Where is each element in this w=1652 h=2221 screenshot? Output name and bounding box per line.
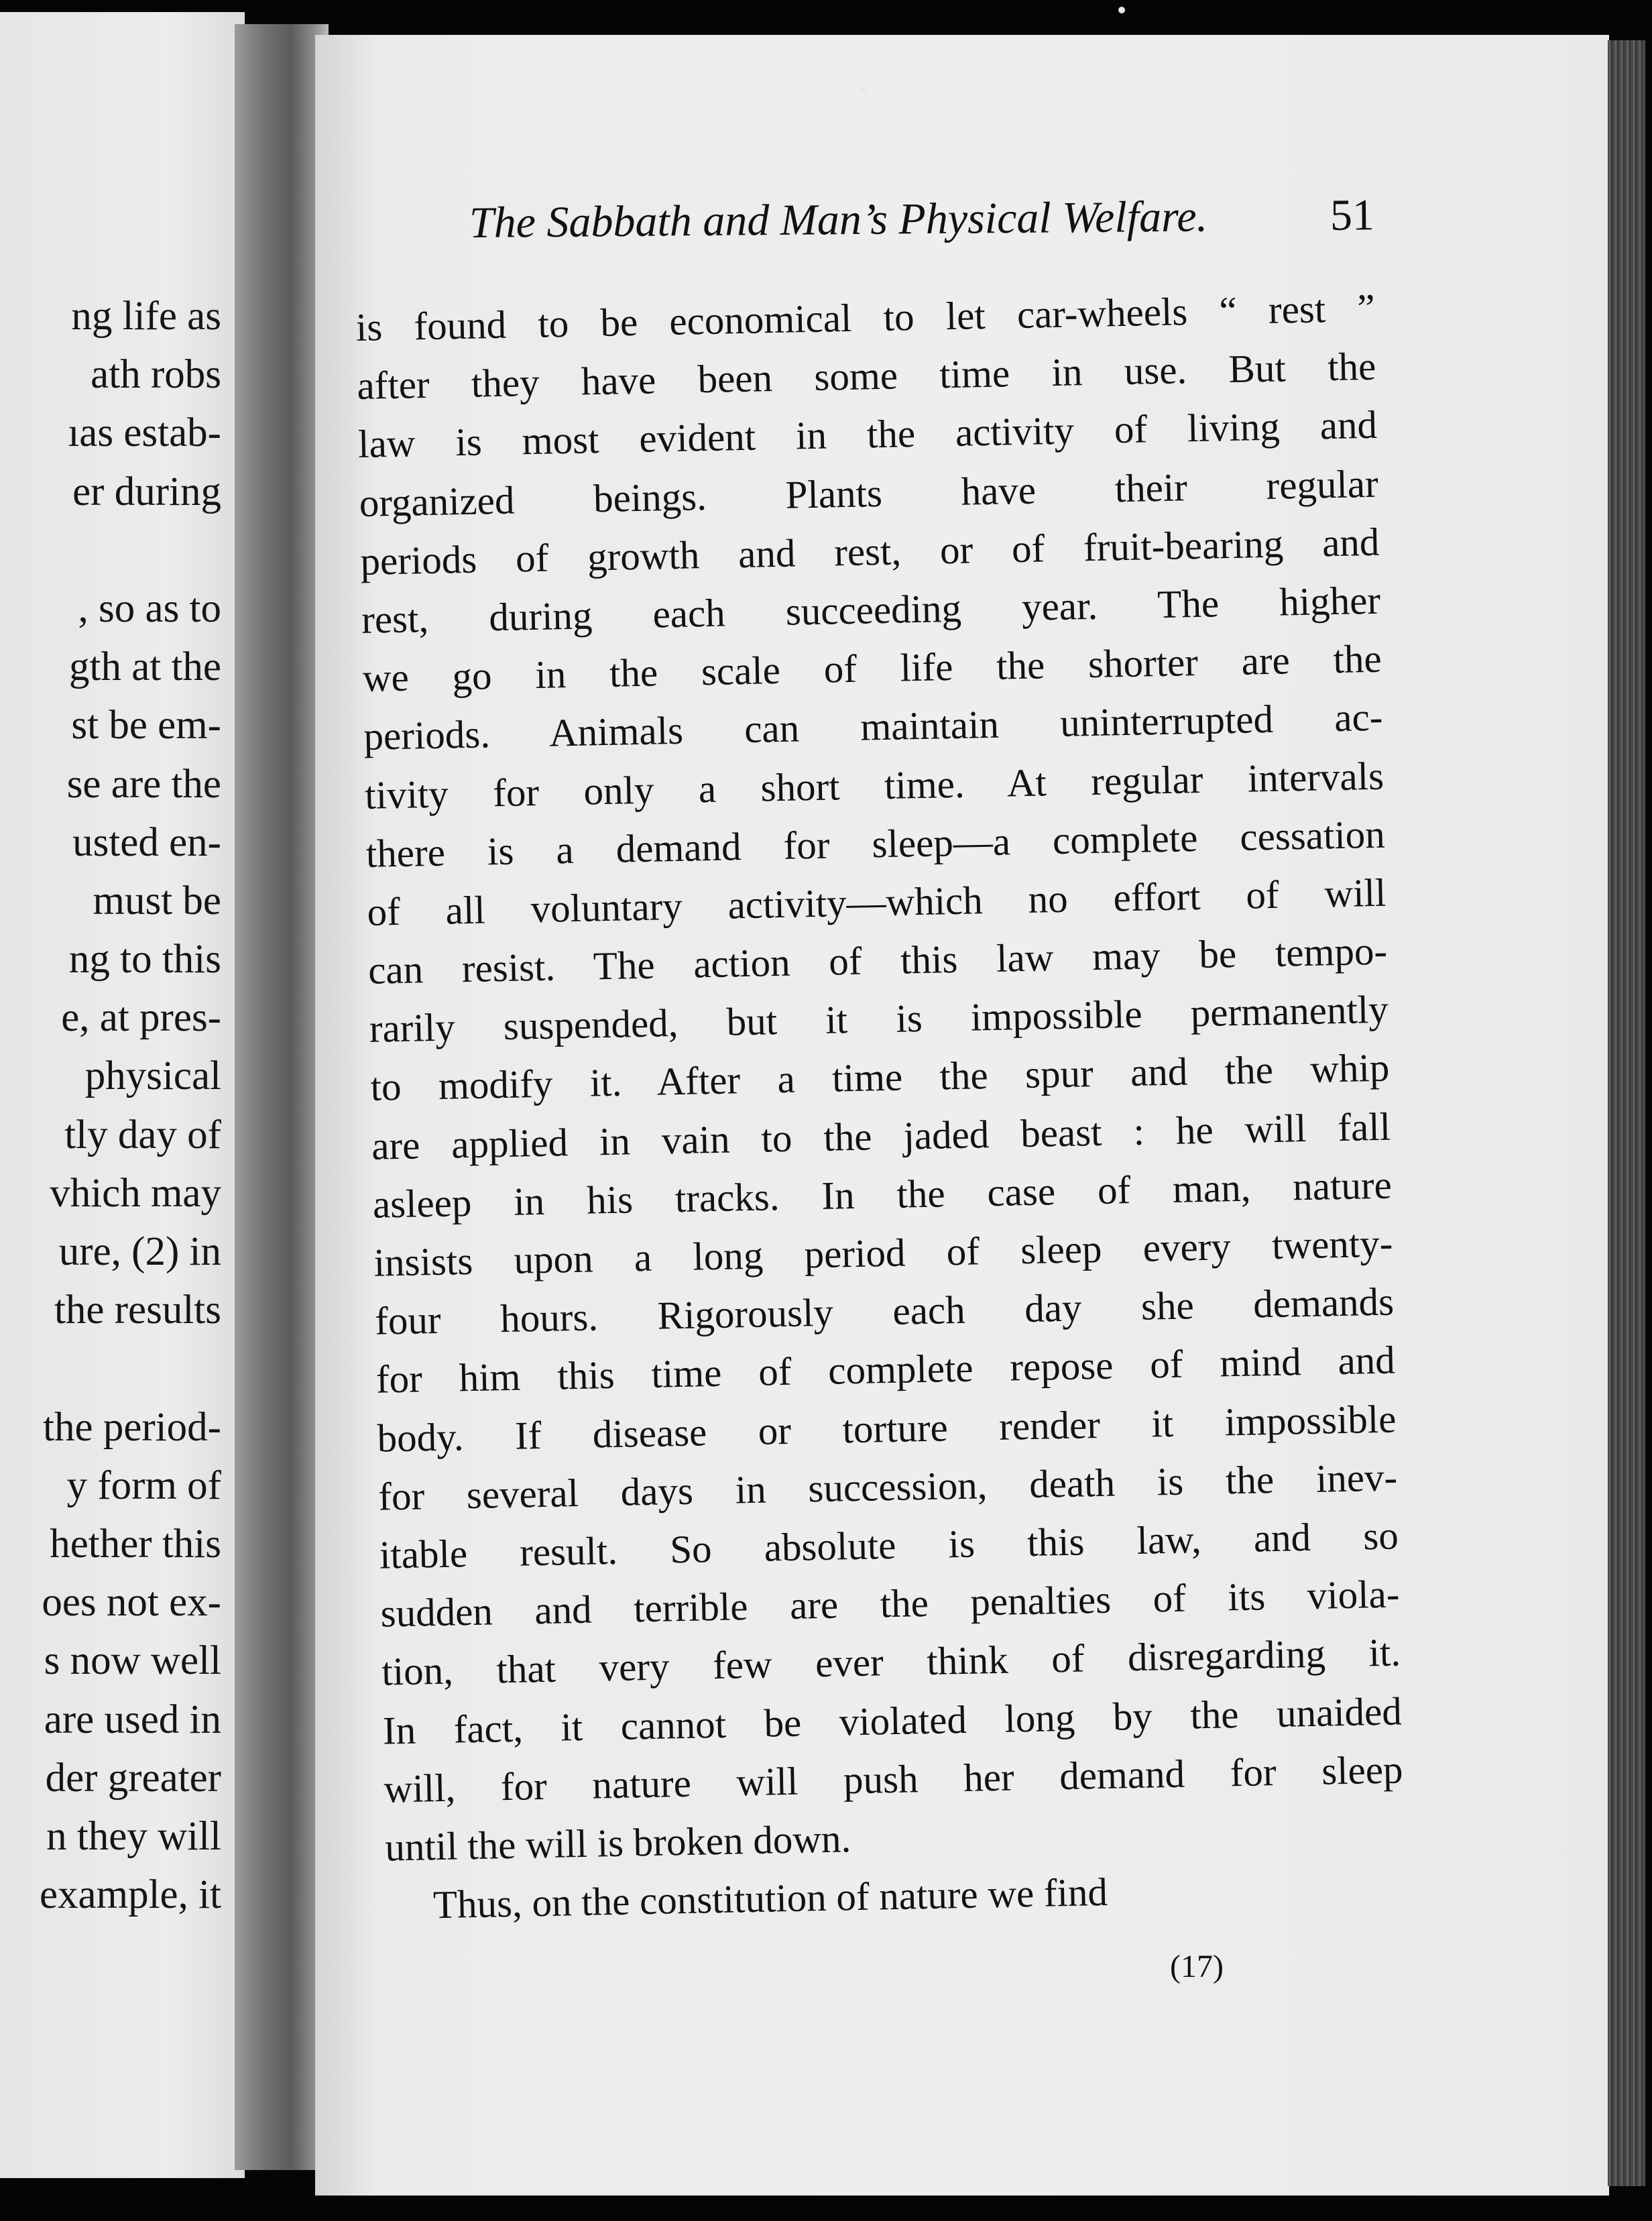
book-gutter-shadow	[235, 24, 329, 2170]
left-line: are used in	[44, 1697, 221, 1742]
text-line: rest, during each succeeding year. The higher	[361, 577, 1381, 642]
left-line: the period-	[43, 1404, 221, 1450]
text-line: for several days in succession, death is the inev-	[377, 1455, 1398, 1519]
text-line: can resist. The action of this law may be tempo-	[367, 928, 1388, 992]
left-line: st be em-	[71, 703, 221, 748]
left-line: the results	[54, 1288, 221, 1333]
left-line: usted en-	[72, 819, 221, 865]
left-line: example, it	[39, 1872, 221, 1918]
text-line: we go in the scale of life the shorter are the	[362, 636, 1382, 701]
left-line: , so as to	[78, 585, 221, 631]
left-line: physical	[84, 1053, 221, 1099]
left-line: e, at pres-	[61, 995, 221, 1041]
left-line: vhich may	[50, 1170, 221, 1216]
text-line: to modify it. After a time the spur and the whip	[369, 1045, 1390, 1110]
left-line: ure, (2) in	[58, 1229, 221, 1274]
text-line: Thus, on the constitution of nature we find	[432, 1869, 1108, 1927]
left-page	[0, 12, 245, 2178]
text-line: In fact, it cannot be violated long by the unaided	[382, 1688, 1403, 1753]
left-line: y form of	[66, 1463, 221, 1508]
left-page-text	[0, 287, 221, 1924]
text-line: organized beings. Plants have their regular	[359, 461, 1379, 525]
left-line: se are the	[66, 761, 221, 807]
running-head-title: The Sabbath and Man’s Physical Welfare.	[469, 192, 1208, 247]
body-text	[355, 279, 1406, 1935]
text-line: tion, that very few ever think of disregarding it.	[381, 1630, 1401, 1694]
text-line: there is a demand for sleep—a complete cessation	[365, 811, 1386, 876]
text-line: insists upon a long period of sleep every twenty-	[373, 1220, 1393, 1285]
text-line: of all voluntary activity—which no effort of will	[366, 870, 1386, 934]
left-line: must be	[93, 878, 221, 923]
left-line: n they will	[46, 1813, 221, 1859]
text-line: itable result. So absolute is this law, and so	[379, 1513, 1399, 1577]
left-line: hether this	[50, 1521, 221, 1567]
text-line: for him this time of complete repose of mind and	[375, 1337, 1396, 1402]
left-line: ng to this	[68, 937, 221, 982]
text-line: periods of growth and rest, or of fruit-bearing and	[359, 519, 1380, 583]
text-line: sudden and terrible are the penalties of its viola-	[380, 1571, 1401, 1636]
page-edges	[1608, 40, 1645, 2186]
text-line: until the will is broken down.	[384, 1816, 851, 1870]
text-line: body. If disease or torture render it impossible	[376, 1396, 1397, 1461]
left-line: der greater	[45, 1755, 221, 1801]
text-line: is found to be economical to let car-wheels “ rest ”	[355, 285, 1376, 349]
text-line: asleep in his tracks. In the case of man, nature	[372, 1162, 1393, 1227]
left-line: ıas estab-	[68, 410, 221, 456]
text-line: after they have been some time in use. But the	[356, 343, 1376, 408]
left-line: ath robs	[91, 352, 221, 398]
text-line: rarily suspended, but it is impossible permanently	[369, 986, 1389, 1051]
text-line: will, for nature will push her demand for sleep	[384, 1747, 1404, 1811]
left-line: oes not ex-	[42, 1580, 221, 1626]
paragraph-1	[355, 279, 1405, 1877]
left-line-gap	[0, 521, 221, 579]
left-line: ng life as	[71, 294, 221, 339]
left-line: er during	[72, 469, 221, 514]
left-line-gap	[0, 1339, 221, 1398]
running-head	[469, 190, 1375, 249]
text-line: tivity for only a short time. At regular intervals	[364, 753, 1384, 817]
dust-speck	[1118, 7, 1125, 13]
left-line: gth at the	[69, 644, 221, 690]
left-line: s now well	[44, 1638, 221, 1684]
signature-mark: (17)	[1170, 1949, 1224, 1984]
text-line: four hours. Rigorously each day she demands	[374, 1279, 1395, 1343]
page-number: 51	[1330, 190, 1375, 240]
text-line: periods. Animals can maintain uninterrupted ac-	[363, 695, 1383, 759]
dust-speck	[861, 87, 866, 93]
text-line: law is most evident in the activity of living and	[357, 402, 1378, 467]
text-line: are applied in vain to the jaded beast : he will fall	[371, 1104, 1391, 1168]
left-line: tly day of	[64, 1112, 221, 1157]
